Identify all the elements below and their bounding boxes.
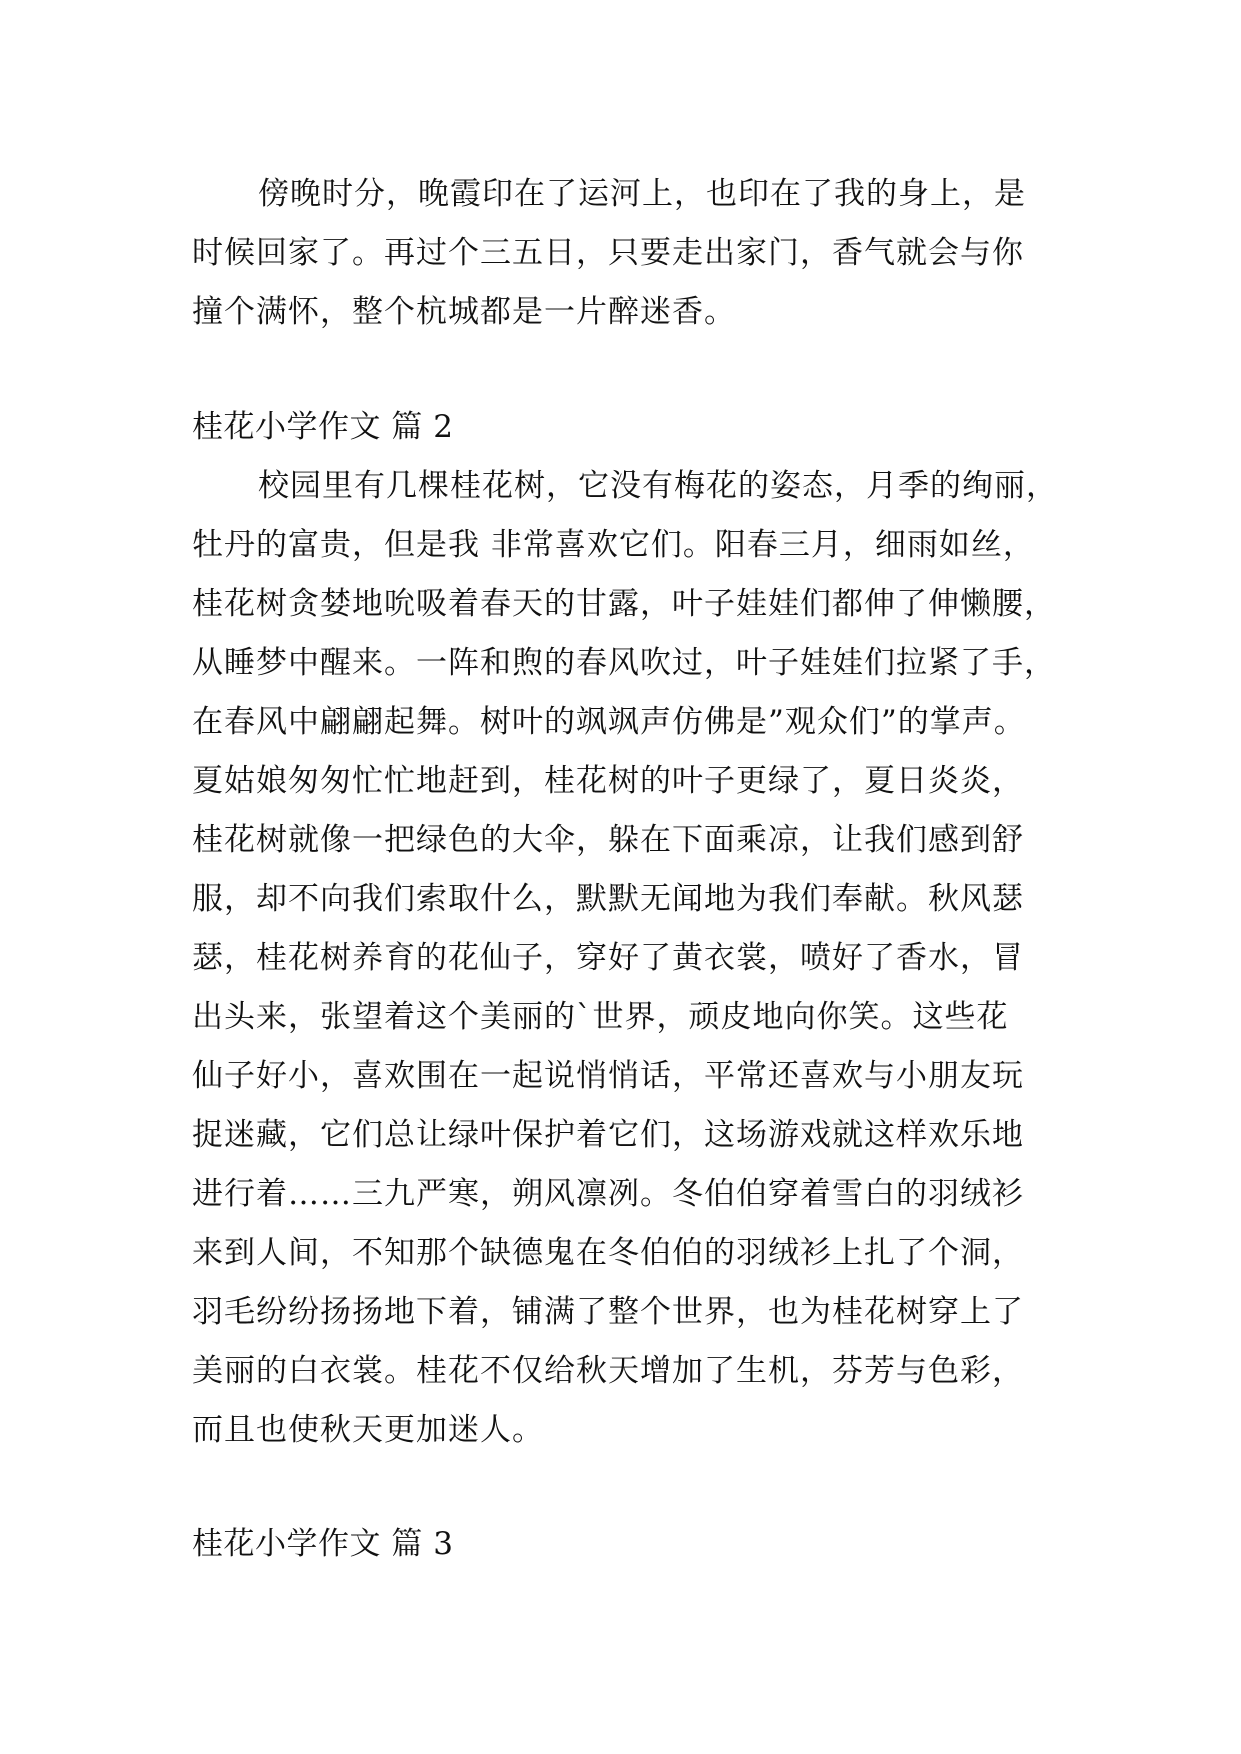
paragraph-line: 瑟，桂花树养育的花仙子，穿好了黄衣裳，喷好了香水，冒: [192, 940, 1024, 976]
paragraph-line: 桂花树就像一把绿色的大伞，躲在下面乘凉，让我们感到舒: [192, 822, 1024, 858]
paragraph-line: 进行着……三九严寒，朔风凛冽。冬伯伯穿着雪白的羽绒衫: [192, 1176, 1024, 1212]
paragraph-line: 羽毛纷纷扬扬地下着，铺满了整个世界，也为桂花树穿上了: [192, 1294, 1024, 1330]
paragraph-line: 时候回家了。再过个三五日，只要走出家门，香气就会与你: [192, 235, 1024, 271]
paragraph-line: 从睡梦中醒来。一阵和煦的春风吹过，叶子娃娃们拉紧了手，: [192, 645, 1056, 681]
paragraph-line: 服，却不向我们索取什么，默默无闻地为我们奉献。秋风瑟: [192, 881, 1024, 917]
paragraph-line: 美丽的白衣裳。桂花不仅给秋天增加了生机，芬芳与色彩，: [192, 1353, 1024, 1389]
paragraph-line: 夏姑娘匆匆忙忙地赶到，桂花树的叶子更绿了，夏日炎炎，: [192, 763, 1024, 799]
paragraph-line: 仙子好小，喜欢围在一起说悄悄话，平常还喜欢与小朋友玩: [192, 1058, 1024, 1094]
paragraph-line: 在春风中翩翩起舞。树叶的飒飒声仿佛是”观众们”的掌声。: [192, 704, 1026, 740]
paragraph-line: 校园里有几棵桂花树，它没有梅花的姿态，月季的绚丽，: [258, 468, 1058, 504]
paragraph-line: 牡丹的富贵，但是我 非常喜欢它们。阳春三月，细雨如丝，: [192, 527, 1035, 563]
paragraph-line: 捉迷藏，它们总让绿叶保护着它们，这场游戏就这样欢乐地: [192, 1117, 1024, 1153]
paragraph-line: 桂花树贪婪地吮吸着春天的甘露，叶子娃娃们都伸了伸懒腰，: [192, 586, 1056, 622]
section-heading: 桂花小学作文 篇 2: [192, 409, 454, 445]
paragraph-line: 撞个满怀，整个杭城都是一片醉迷香。: [192, 294, 736, 330]
paragraph-line: 出头来，张望着这个美丽的`世界，顽皮地向你笑。这些花: [192, 999, 1009, 1035]
paragraph-line: 而且也使秋天更加迷人。: [192, 1412, 544, 1448]
paragraph-line: 来到人间，不知那个缺德鬼在冬伯伯的羽绒衫上扎了个洞，: [192, 1235, 1024, 1271]
paragraph-line: 傍晚时分，晚霞印在了运河上，也印在了我的身上，是: [258, 176, 1026, 212]
section-heading: 桂花小学作文 篇 3: [192, 1526, 454, 1562]
